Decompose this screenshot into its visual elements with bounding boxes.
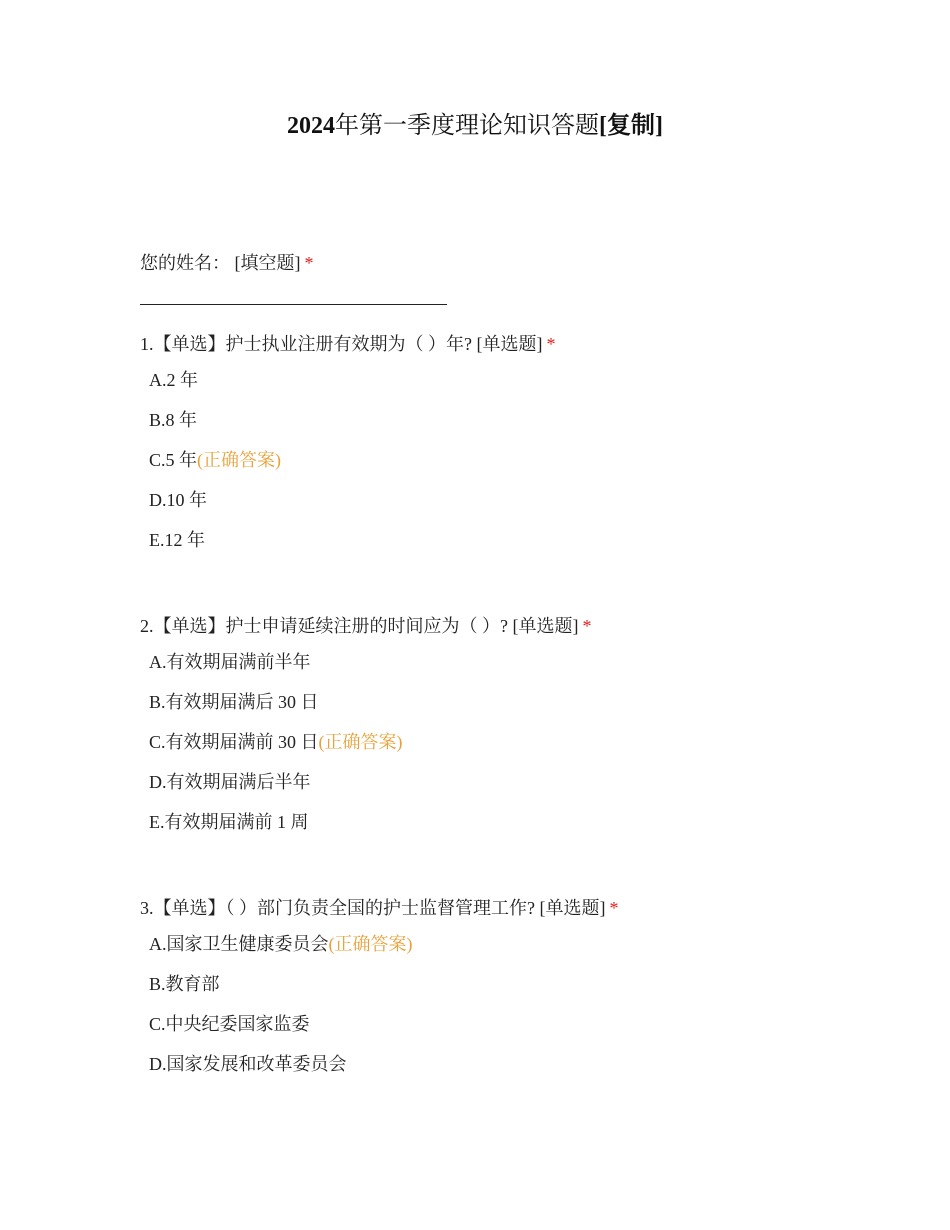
option-text: B.8 年 — [149, 410, 198, 430]
question-2-text: 2.【单选】护士申请延续注册的时间应为（ ）? [单选题] — [140, 616, 579, 636]
correct-answer-label: (正确答案) — [328, 934, 413, 954]
option-b[interactable] — [140, 407, 555, 433]
option-text: A.有效期届满前半年 — [149, 652, 311, 672]
option-c[interactable] — [140, 729, 591, 755]
name-answer-line[interactable] — [140, 304, 447, 305]
option-text: B.有效期届满后 30 日 — [149, 692, 319, 712]
name-question-text — [140, 250, 447, 276]
correct-answer-label: (正确答案) — [318, 732, 403, 752]
name-type: [填空题] — [234, 253, 301, 273]
option-list — [140, 367, 555, 553]
option-text: E.12 年 — [149, 530, 205, 550]
title-year: 2024 — [287, 113, 335, 139]
name-question — [140, 250, 447, 305]
option-d[interactable] — [140, 1051, 618, 1077]
page-title — [0, 110, 950, 142]
option-text: C.中央纪委国家监委 — [149, 1014, 310, 1034]
option-text: C.5 年 — [149, 450, 198, 470]
option-text: C.有效期届满前 30 日 — [149, 732, 319, 752]
option-a[interactable] — [140, 931, 618, 957]
option-b[interactable] — [140, 689, 591, 715]
question-3 — [140, 895, 618, 1091]
option-list — [140, 649, 591, 835]
question-text — [140, 331, 555, 357]
title-main: 年第一季度理论知识答题 — [335, 113, 599, 139]
question-1 — [140, 331, 555, 567]
option-list — [140, 931, 618, 1077]
option-a[interactable] — [140, 649, 591, 675]
name-label: 您的姓名： — [140, 253, 230, 273]
option-b[interactable] — [140, 971, 618, 997]
option-e[interactable] — [140, 809, 591, 835]
option-text: B.教育部 — [149, 974, 220, 994]
required-mark: * — [546, 334, 556, 354]
question-text — [140, 613, 591, 639]
question-3-text: 3.【单选】（ ）部门负责全国的护士监督管理工作? [单选题] — [140, 898, 606, 918]
option-text: D.有效期届满后半年 — [149, 772, 311, 792]
question-1-text: 1.【单选】护士执业注册有效期为（ ）年? [单选题] — [140, 334, 543, 354]
option-d[interactable] — [140, 487, 555, 513]
option-c[interactable] — [140, 1011, 618, 1037]
required-mark: * — [609, 898, 619, 918]
option-text: A.国家卫生健康委员会 — [149, 934, 329, 954]
option-text: D.10 年 — [149, 490, 207, 510]
option-e[interactable] — [140, 527, 555, 553]
option-c[interactable] — [140, 447, 555, 473]
required-mark: * — [304, 253, 314, 273]
question-2 — [140, 613, 591, 849]
option-text: D.国家发展和改革委员会 — [149, 1054, 347, 1074]
question-text — [140, 895, 618, 921]
correct-answer-label: (正确答案) — [197, 450, 282, 470]
option-text: E.有效期届满前 1 周 — [149, 812, 309, 832]
option-d[interactable] — [140, 769, 591, 795]
option-a[interactable] — [140, 367, 555, 393]
title-suffix: [复制] — [599, 113, 663, 139]
required-mark: * — [582, 616, 592, 636]
option-text: A.2 年 — [149, 370, 198, 390]
